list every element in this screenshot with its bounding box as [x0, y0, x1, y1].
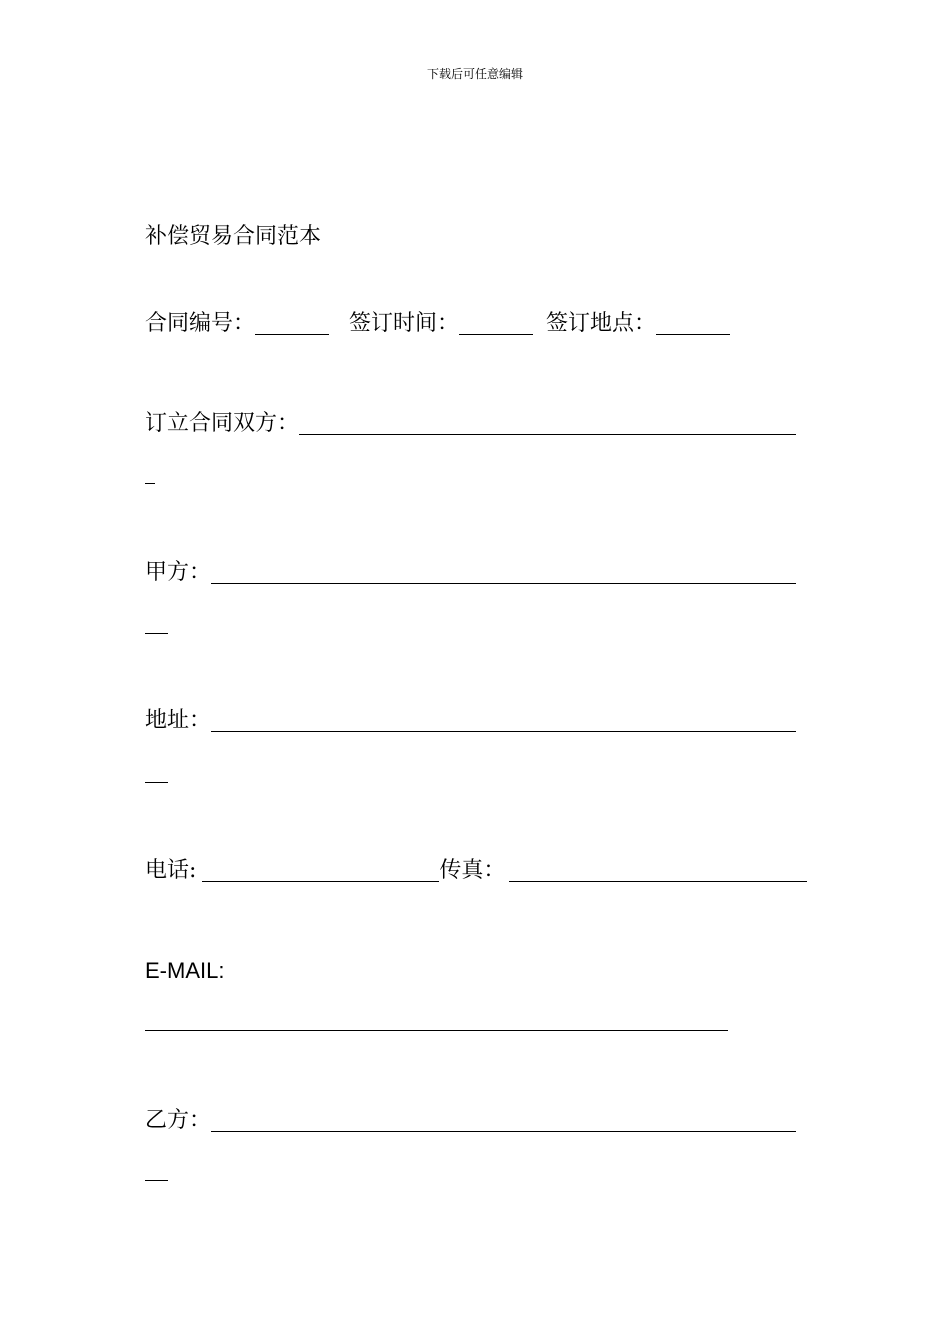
header-text: 下载后可任意编辑 — [426, 67, 523, 81]
party-b-label: 乙方： — [145, 1108, 212, 1133]
party-b-field[interactable] — [211, 1109, 796, 1132]
contract-meta-row — [145, 309, 730, 339]
party-a-label: 甲方： — [145, 560, 212, 585]
title-text: 补偿贸易合同范本 — [145, 224, 322, 249]
address-field-continuation — [145, 782, 168, 783]
party-b-field-continuation — [145, 1180, 168, 1181]
address-field[interactable] — [211, 709, 796, 732]
party-a-field-continuation — [145, 633, 168, 634]
phone-field[interactable] — [202, 859, 439, 882]
contract-number-field[interactable] — [255, 312, 329, 335]
parties-field[interactable] — [299, 412, 796, 435]
fax-field[interactable] — [509, 859, 807, 882]
party-a-row — [145, 558, 796, 588]
address-row — [145, 706, 796, 736]
document-title — [145, 222, 321, 252]
email-label: E-MAIL: — [145, 958, 225, 983]
email-row — [145, 956, 224, 986]
parties-label: 订立合同双方： — [145, 411, 300, 436]
party-a-field[interactable] — [211, 561, 796, 584]
parties-field-continuation — [145, 483, 155, 484]
sign-time-label: 签订时间： — [349, 311, 460, 336]
page-header — [0, 66, 950, 82]
party-b-row — [145, 1106, 796, 1136]
parties-row — [145, 409, 796, 439]
email-field[interactable] — [145, 1030, 728, 1031]
phone-label: 电话: — [145, 858, 197, 883]
address-label: 地址： — [145, 708, 212, 733]
sign-place-label: 签订地点： — [546, 311, 657, 336]
contract-number-label: 合同编号： — [145, 311, 256, 336]
sign-place-field[interactable] — [656, 312, 730, 335]
sign-time-field[interactable] — [459, 312, 533, 335]
fax-label: 传真： — [439, 858, 506, 883]
phone-fax-row — [145, 856, 807, 886]
